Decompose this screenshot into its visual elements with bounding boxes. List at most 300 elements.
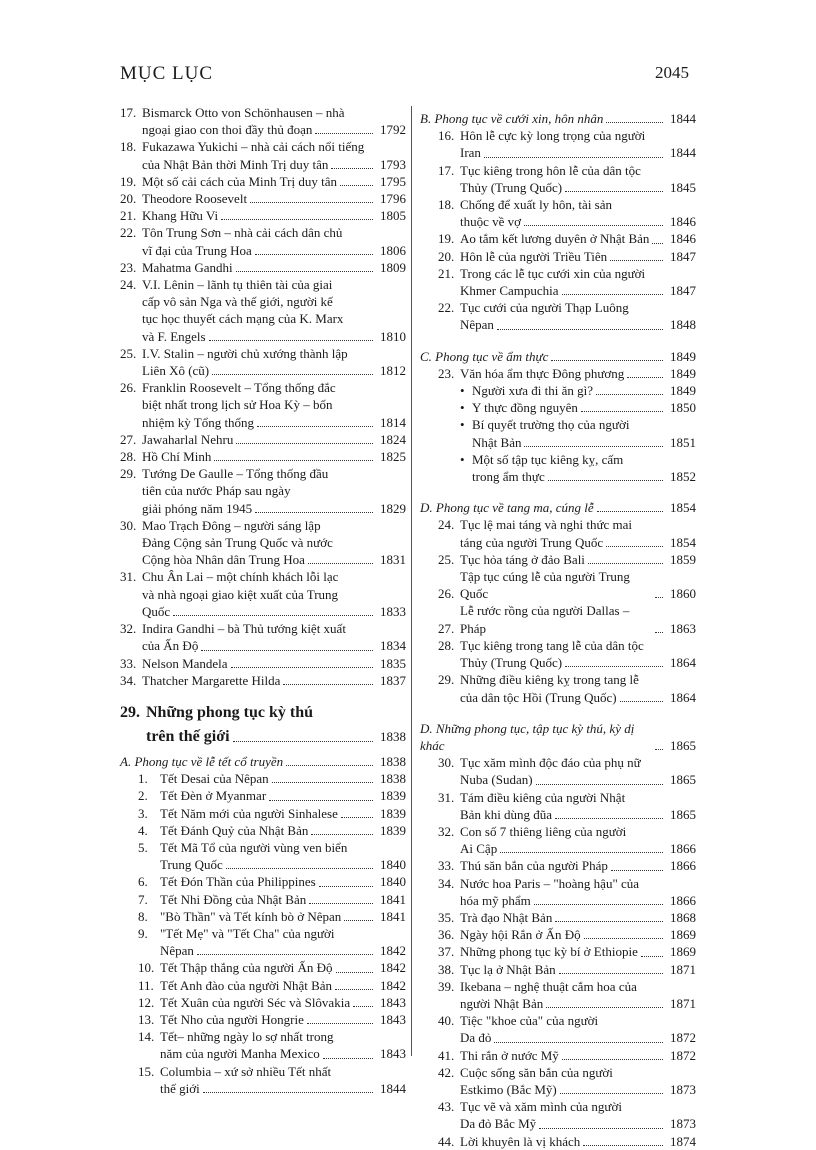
toc-entry <box>120 787 406 804</box>
entry-page-number: 1843 <box>380 994 406 1010</box>
entry-number: 31. <box>120 569 137 585</box>
toc-entry <box>120 465 406 482</box>
toc-entry-continued <box>420 840 696 857</box>
entry-page-number: 1846 <box>670 231 696 247</box>
toc-entry-continued <box>120 1045 406 1062</box>
entry-page-number: 1859 <box>670 551 696 567</box>
leader-dots <box>546 1007 663 1008</box>
leader-dots <box>286 765 373 766</box>
entry-page-number: 1810 <box>380 328 406 344</box>
entry-title: Hồ Chí Minh <box>142 449 212 465</box>
entry-number: 43. <box>438 1099 455 1115</box>
leader-dots <box>652 243 663 244</box>
toc-entry-continued <box>120 414 406 431</box>
entry-page-number: 1824 <box>380 431 406 447</box>
entry-title: Iran <box>460 145 481 161</box>
leader-dots <box>559 973 663 974</box>
entry-title: Tục xăm mình độc đáo của phụ nữ <box>460 755 641 771</box>
toc-entry <box>120 655 406 672</box>
leader-dots <box>581 411 663 412</box>
leader-dots <box>560 1093 663 1094</box>
leader-dots <box>641 956 663 957</box>
entry-page-number: 1866 <box>670 858 696 874</box>
toc-entry <box>120 568 406 585</box>
entry-number: 44. <box>438 1133 455 1149</box>
entry-page-number: 1845 <box>670 179 696 195</box>
toc-entry-continued <box>120 310 406 327</box>
entry-title: Trong các lễ tục cưới xin của người <box>460 265 646 281</box>
entry-title: Tết– những ngày lo sợ nhất trong <box>160 1029 334 1045</box>
leader-dots <box>555 921 663 922</box>
entry-title: Đảng Cộng sản Trung Quốc và nước <box>142 535 333 551</box>
toc-entry <box>420 1012 696 1029</box>
entry-page-number: 1850 <box>670 400 696 416</box>
entry-title: Tết Nho của người Hongrie <box>160 1011 304 1027</box>
leader-dots <box>269 800 373 801</box>
entry-number: 41. <box>438 1047 455 1063</box>
bullet-item <box>420 416 696 433</box>
entry-number: 29. <box>120 466 137 482</box>
leader-dots <box>233 741 373 742</box>
entry-number: 22. <box>438 300 455 316</box>
toc-entry <box>420 248 696 265</box>
toc-entry <box>120 259 406 276</box>
entry-title: Tập tục cúng lễ của người Trung Quốc <box>460 569 630 602</box>
toc-entry <box>420 1064 696 1081</box>
leader-dots <box>341 817 373 818</box>
bullet-item-continued <box>420 468 696 485</box>
entry-page-number: 1844 <box>380 1080 406 1096</box>
toc-entry-continued <box>420 806 696 823</box>
leader-dots <box>340 185 373 186</box>
entry-title: Ao tắm kết lương duyên ở Nhật Bản <box>460 231 650 247</box>
entry-number: 12. <box>138 994 155 1010</box>
toc-entry <box>120 379 406 396</box>
entry-title: Nhật Bản <box>472 434 522 450</box>
chapter-number: 29. <box>120 703 140 721</box>
entry-page-number: 1847 <box>670 283 696 299</box>
entry-page-number: 1814 <box>380 414 406 430</box>
toc-entry <box>420 978 696 995</box>
toc-entry-continued <box>420 316 696 333</box>
entry-title: biệt nhất trong lịch sử Hoa Kỳ – bốn <box>142 397 333 413</box>
entry-page-number: 1872 <box>670 1030 696 1046</box>
entry-title: Tết Năm mới của người Sinhalese <box>160 805 338 821</box>
entry-number: 11. <box>138 977 154 993</box>
leader-dots <box>539 1128 663 1129</box>
entry-title: Thú săn bắn của người Pháp <box>460 858 608 874</box>
toc-entry <box>120 517 406 534</box>
leader-dots <box>611 870 663 871</box>
leader-dots <box>250 202 373 203</box>
entry-title: Tết Mã Tổ của người vùng ven biển <box>160 839 348 855</box>
entry-page-number: 1805 <box>380 208 406 224</box>
entry-title: Tục lạ ở Nhật Bản <box>460 961 556 977</box>
toc-entry <box>120 770 406 787</box>
toc-entry-continued <box>120 586 406 603</box>
entry-title: Thatcher Margarette Hilda <box>142 672 281 688</box>
toc-entry-continued <box>120 500 406 517</box>
leader-dots <box>197 954 373 955</box>
toc-entry-continued <box>420 179 696 196</box>
toc-left-column <box>120 104 406 1097</box>
section-page-number: 1838 <box>380 753 406 769</box>
entry-title: Tết Desai của Nêpan <box>160 771 269 787</box>
entry-number: 24. <box>120 277 137 293</box>
entry-page-number: 1831 <box>380 552 406 568</box>
entry-page-number: 1873 <box>670 1116 696 1132</box>
entry-page-number: 1863 <box>670 620 696 636</box>
entry-title: Da đỏ <box>460 1030 492 1046</box>
entry-title: tiên của nước Pháp sau ngày <box>142 483 291 499</box>
entry-title: Một số cải cách của Minh Trị duy tân <box>142 173 337 189</box>
entry-number: 17. <box>120 105 137 120</box>
section-title: B. Phong tục về cưới xin, hôn nhân <box>420 111 604 126</box>
leader-dots <box>565 666 663 667</box>
entry-page-number: 1795 <box>380 173 406 189</box>
section-heading <box>120 753 406 770</box>
entry-number: 10. <box>138 960 155 976</box>
entry-title: vĩ đại của Trung Hoa <box>142 242 252 258</box>
entry-page-number: 1865 <box>670 772 696 788</box>
entry-title: Tiệc "khoe của" của người <box>460 1013 599 1029</box>
leader-dots <box>214 460 373 461</box>
column-divider <box>411 106 412 1056</box>
toc-entry-continued <box>120 328 406 345</box>
toc-entry <box>420 789 696 806</box>
entry-page-number: 1865 <box>670 806 696 822</box>
entry-title: Da đỏ Bắc Mỹ <box>460 1116 537 1132</box>
entry-number: 34. <box>120 672 137 688</box>
entry-number: • <box>460 383 465 399</box>
entry-number: 42. <box>438 1064 455 1080</box>
entry-number: 5. <box>138 839 148 855</box>
toc-entry <box>120 104 406 121</box>
leader-dots <box>335 989 373 990</box>
entry-number: 40. <box>438 1013 455 1029</box>
leader-dots <box>606 122 663 123</box>
section-title: A. Phong tục về lễ tết cổ truyền <box>120 753 284 769</box>
leader-dots <box>597 511 663 512</box>
entry-page-number: 1839 <box>380 822 406 838</box>
entry-title: Trung Quốc <box>160 857 223 873</box>
bullet-item <box>420 399 696 416</box>
toc-entry <box>120 1063 406 1080</box>
toc-entry <box>420 1133 696 1150</box>
leader-dots <box>596 394 663 395</box>
leader-dots <box>353 1006 373 1007</box>
leader-dots <box>484 157 663 158</box>
page-number: 2045 <box>655 63 689 82</box>
toc-entry-continued <box>420 892 696 909</box>
leader-dots <box>655 597 663 598</box>
entry-number: 6. <box>138 874 148 890</box>
entry-number: 24. <box>438 517 455 533</box>
entry-title: "Tết Mẹ" và "Tết Cha" của người <box>160 925 335 941</box>
toc-entry <box>420 637 696 654</box>
entry-title: Y thực đồng nguyên <box>472 400 578 416</box>
entry-number: 16. <box>438 128 455 144</box>
toc-entry-continued <box>420 1115 696 1132</box>
entry-title: Chống để xuất ly hôn, tài sản <box>460 197 613 213</box>
entry-title: Liên Xô (cũ) <box>142 363 210 379</box>
entry-title: Văn hóa ẩm thực Đông phương <box>460 365 625 381</box>
entry-title: tục học thuyết cách mạng của K. Marx <box>142 311 344 327</box>
entry-title: thế giới <box>160 1080 200 1096</box>
entry-page-number: 1869 <box>670 944 696 960</box>
leader-dots <box>610 260 663 261</box>
entry-page-number: 1842 <box>380 960 406 976</box>
entry-title: cấp vô sản Nga và thế giới, người kế <box>142 294 333 310</box>
toc-entry <box>420 602 696 636</box>
entry-title: Theodore Roosevelt <box>142 191 248 207</box>
entry-number: 8. <box>138 908 148 924</box>
entry-title: Khmer Campuchia <box>460 283 559 299</box>
section-page-number: 1865 <box>670 737 696 753</box>
entry-page-number: 1871 <box>670 995 696 1011</box>
toc-entry <box>420 961 696 978</box>
entry-number: 14. <box>138 1029 155 1045</box>
entry-number: 3. <box>138 805 148 821</box>
entry-page-number: 1806 <box>380 242 406 258</box>
entry-page-number: 1837 <box>380 672 406 688</box>
toc-entry <box>420 196 696 213</box>
entry-page-number: 1874 <box>670 1133 696 1149</box>
entry-page-number: 1872 <box>670 1047 696 1063</box>
entry-title: Nuba (Sudan) <box>460 772 533 788</box>
toc-entry <box>120 620 406 637</box>
entry-title: Tết Đánh Quỷ của Nhật Bản <box>160 822 309 838</box>
entry-number: 2. <box>138 788 148 804</box>
entry-page-number: 1847 <box>670 248 696 264</box>
leader-dots <box>212 374 373 375</box>
entry-number: 9. <box>138 925 148 941</box>
entry-title: trong ẩm thực <box>472 469 545 485</box>
entry-title: Tết Thập thắng của người Ấn Độ <box>160 960 333 976</box>
entry-number: 26. <box>120 380 137 396</box>
toc-entry <box>120 994 406 1011</box>
leader-dots <box>331 168 373 169</box>
entry-number: 36. <box>438 927 455 943</box>
leader-dots <box>226 868 373 869</box>
entry-number: 37. <box>438 944 455 960</box>
entry-title: Chu Ân Lai – một chính khách lỗi lạc <box>142 569 339 585</box>
toc-entry-continued <box>420 654 696 671</box>
chapter-title: trên thế giới <box>146 727 230 745</box>
entry-page-number: 1843 <box>380 1046 406 1062</box>
entry-number: • <box>460 400 465 416</box>
toc-entry <box>120 805 406 822</box>
leader-dots <box>524 446 663 447</box>
toc-entry <box>120 672 406 689</box>
toc-entry <box>120 959 406 976</box>
entry-title: Bản khi dùng đũa <box>460 806 553 822</box>
entry-title: Tết Xuân của người Séc và Slôvakia <box>160 994 351 1010</box>
leader-dots <box>655 632 663 633</box>
toc-entry-continued <box>120 534 406 551</box>
entry-number: 18. <box>120 139 137 155</box>
entry-number: 1. <box>138 771 148 787</box>
toc-entry <box>120 925 406 942</box>
entry-number: 20. <box>438 248 455 264</box>
toc-entry <box>420 754 696 771</box>
entry-title: Tết Đón Thần của Philippines <box>160 874 316 890</box>
toc-entry-continued <box>420 144 696 161</box>
toc-entry <box>420 909 696 926</box>
entry-title: thuộc về vợ <box>460 214 522 230</box>
toc-entry <box>420 857 696 874</box>
toc-entry <box>420 230 696 247</box>
toc-entry <box>120 138 406 155</box>
leader-dots <box>201 650 373 651</box>
leader-dots <box>534 904 663 905</box>
toc-entry <box>120 207 406 224</box>
section-heading <box>420 499 696 516</box>
entry-page-number: 1793 <box>380 156 406 172</box>
entry-title: V.I. Lênin – lãnh tụ thiên tài của giai <box>142 277 333 293</box>
entry-title: và nhà ngoại giao kiệt xuất của Trung <box>142 586 339 602</box>
entry-number: 33. <box>438 858 455 874</box>
entry-page-number: 1854 <box>670 534 696 550</box>
entry-page-number: 1860 <box>670 586 696 602</box>
entry-title: của dân tộc Hồi (Trung Quốc) <box>460 689 617 705</box>
leader-dots <box>548 480 663 481</box>
leader-dots <box>203 1092 373 1093</box>
toc-entry <box>120 891 406 908</box>
toc-entry-continued <box>420 689 696 706</box>
entry-title: Mahatma Gandhi <box>142 259 233 275</box>
entry-number: 23. <box>438 365 455 381</box>
leader-dots <box>551 360 663 361</box>
entry-number: 17. <box>438 162 455 178</box>
toc-entry-continued <box>120 293 406 310</box>
entry-number: 35. <box>438 909 455 925</box>
toc-entry-continued <box>120 551 406 568</box>
entry-number: 13. <box>138 1011 155 1027</box>
entry-page-number: 1829 <box>380 500 406 516</box>
toc-entry <box>120 431 406 448</box>
entry-page-number: 1843 <box>380 1011 406 1027</box>
entry-title: Tám điều kiêng của người Nhật <box>460 789 626 805</box>
entry-title: Nêpan <box>160 943 194 959</box>
leader-dots <box>620 701 663 702</box>
entry-number: 21. <box>120 208 137 224</box>
entry-title: Nước hoa Paris – "hoàng hậu" của <box>460 875 640 891</box>
entry-number: 25. <box>120 345 137 361</box>
toc-entry <box>420 265 696 282</box>
section-heading <box>420 720 696 754</box>
toc-entry <box>420 671 696 688</box>
toc-entry-continued <box>420 1029 696 1046</box>
entry-number: 4. <box>138 822 148 838</box>
leader-dots <box>257 426 373 427</box>
leader-dots <box>307 1023 373 1024</box>
entry-title: Người xưa đi thi ăn gì? <box>472 383 593 399</box>
toc-entry-continued <box>120 121 406 138</box>
toc-entry-continued <box>120 156 406 173</box>
toc-entry <box>420 127 696 144</box>
toc-entry <box>120 448 406 465</box>
section-heading <box>420 110 696 127</box>
toc-entry <box>420 823 696 840</box>
entry-title: Lời khuyên là vị khách <box>460 1133 581 1149</box>
entry-title: người Nhật Bản <box>460 995 544 1011</box>
entry-page-number: 1842 <box>380 977 406 993</box>
leader-dots <box>319 886 373 887</box>
toc-entry <box>420 299 696 316</box>
entry-number: 28. <box>438 637 455 653</box>
entry-page-number: 1844 <box>670 145 696 161</box>
leader-dots <box>583 1145 663 1146</box>
entry-page-number: 1873 <box>670 1081 696 1097</box>
toc-entry-continued <box>420 995 696 1012</box>
leader-dots <box>283 684 373 685</box>
toc-entry-continued <box>420 771 696 788</box>
toc-entry <box>420 568 696 602</box>
leader-dots <box>494 1042 663 1043</box>
leader-dots <box>311 834 373 835</box>
entry-title: Cộng hòa Nhân dân Trung Hoa <box>142 552 305 568</box>
entry-title: Tôn Trung Sơn – nhà cải cách dân chủ <box>142 225 343 241</box>
leader-dots <box>255 512 373 513</box>
leader-dots <box>255 254 373 255</box>
toc-entry <box>120 276 406 293</box>
entry-page-number: 1838 <box>380 771 406 787</box>
entry-number: 20. <box>120 191 137 207</box>
entry-page-number: 1840 <box>380 857 406 873</box>
entry-title: Hôn lễ của người Triều Tiên <box>460 248 608 264</box>
entry-number: 25. <box>438 551 455 567</box>
entry-number: 28. <box>120 449 137 465</box>
entry-page-number: 1868 <box>670 909 696 925</box>
entry-title: Columbia – xứ sở nhiều Tết nhất <box>160 1063 332 1079</box>
entry-title: Một số tập tục kiêng kỵ, cấm <box>472 451 624 467</box>
toc-entry <box>420 943 696 960</box>
section-title: D. Phong tục về tang ma, cúng lễ <box>420 500 594 516</box>
entry-number: 31. <box>438 789 455 805</box>
entry-title: Bí quyết trường thọ của người <box>472 417 630 433</box>
entry-page-number: 1849 <box>670 383 696 399</box>
entry-number: 39. <box>438 978 455 994</box>
bullet-item-continued <box>420 434 696 451</box>
entry-title: Thủy (Trung Quốc) <box>460 179 563 195</box>
entry-page-number: 1851 <box>670 434 696 450</box>
toc-right-column <box>420 104 696 1150</box>
toc-entry-continued <box>120 482 406 499</box>
entry-title: Những điều kiêng kỵ trong tang lễ <box>460 672 639 688</box>
entry-title: của Nhật Bản thời Minh Trị duy tân <box>142 156 329 172</box>
toc-entry-continued <box>120 242 406 259</box>
toc-entry-continued <box>120 603 406 620</box>
entry-title: Tục cưới của người Thạp Luông <box>460 300 629 316</box>
toc-entry <box>420 875 696 892</box>
entry-title: Tục hỏa táng ở đảo Bali <box>460 551 585 567</box>
entry-number: • <box>460 417 465 433</box>
leader-dots <box>565 191 663 192</box>
entry-title: Cuộc sống săn bắn của người <box>460 1064 613 1080</box>
toc-entry-continued <box>120 942 406 959</box>
entry-title: và F. Engels <box>142 328 206 344</box>
entry-page-number: 1864 <box>670 655 696 671</box>
entry-title: Tục kiêng trong tang lễ của dân tộc <box>460 637 644 653</box>
toc-entry <box>120 1011 406 1028</box>
entry-number: 38. <box>438 961 455 977</box>
entry-title: Franklin Roosevelt – Tổng thống đắc <box>142 380 336 396</box>
entry-title: Tục kiêng trong hôn lễ của dân tộc <box>460 162 641 178</box>
leader-dots <box>336 972 373 973</box>
toc-entry <box>120 822 406 839</box>
entry-title: Tết Nhi Đồng của Nhật Bản <box>160 891 307 907</box>
